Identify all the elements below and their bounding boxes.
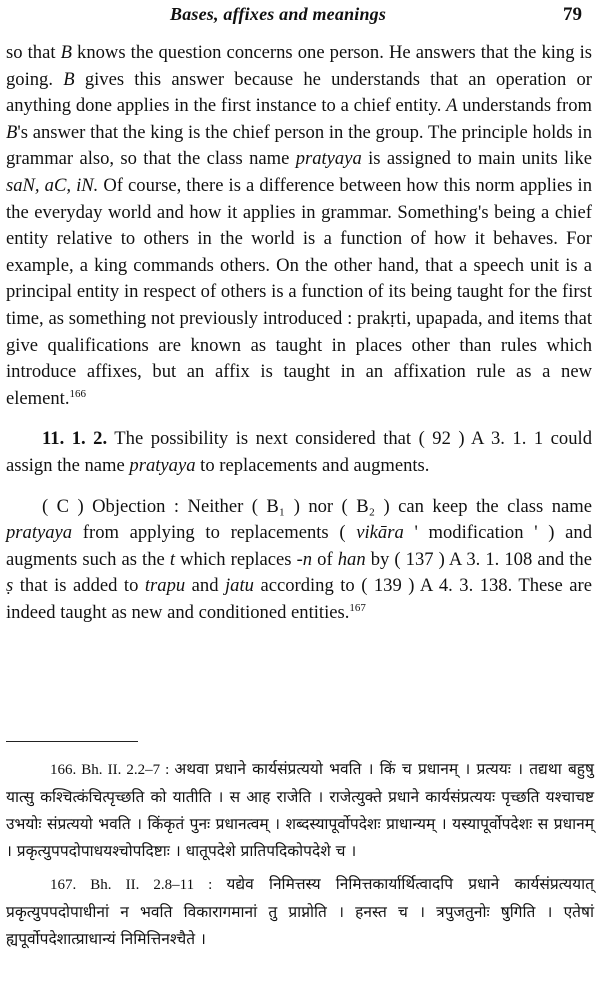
text-run: so that xyxy=(6,42,61,63)
italic-run: B xyxy=(63,68,75,90)
text-run: knows the question concerns one person. He answers that the king is going. xyxy=(6,42,592,90)
paragraph-objection xyxy=(6,494,592,627)
italic-run: vikāra xyxy=(356,522,404,544)
text-run: by ( 137 ) A 3. 1. 108 and the xyxy=(365,548,592,570)
footnote-marker-166[interactable]: 166 xyxy=(69,387,86,400)
italic-run: saN, aC, iN. xyxy=(6,174,99,196)
paragraph-continued xyxy=(6,40,592,412)
footnote-reference: 167. Bh. II. 2.8–11 : xyxy=(50,877,227,893)
main-text xyxy=(6,40,592,626)
footnote-167 xyxy=(6,871,594,953)
footnotes xyxy=(6,756,594,953)
italic-run: -n xyxy=(296,548,313,570)
text-run: 's answer that the king is the chief person in the group. The principle holds in grammar also, so that the class name xyxy=(6,121,592,170)
page-number: 79 xyxy=(563,4,582,25)
italic-run: pratyaya xyxy=(6,522,73,544)
italic-run: B xyxy=(60,42,72,63)
italic-run: han xyxy=(337,548,366,570)
italic-run: pratyaya xyxy=(129,454,196,476)
italic-run: jatu xyxy=(225,575,254,597)
italic-run: trapu xyxy=(144,575,186,597)
text-run: and xyxy=(185,575,226,597)
text-run: ' modification ' ) and augments such as the xyxy=(6,522,592,570)
running-head: Bases, affixes and meanings xyxy=(170,4,387,24)
footnote-reference: 166. Bh. II. 2.2–7 : xyxy=(50,762,175,778)
text-run: understands from xyxy=(457,95,592,117)
text-run: gives this answer because he understands that an operation or anything done applies in the first instance to a chief entity. xyxy=(6,68,592,117)
text-run: The possibility is next considered that ( 92 ) A 3. 1. 1 could assign the name xyxy=(6,428,592,476)
italic-run: B xyxy=(6,121,18,143)
text-run: to replacements and augments. xyxy=(195,454,430,476)
footnote-sanskrit-text: यद्येव निमित्तस्य निमित्तकार्यार्थित्वादपि प्रधाने कार्यसंप्रत्ययात् प्रकृत्युपपदोपाधीनां न भवति विकारागमानां तु प्राप्नोति । हनस्त च । त्रपुजतुनोः षुगिति । एतेषां ह्यपूर्वोपदेशात्प्राधान्यं निमित्तिनश्चैते । xyxy=(6,875,594,948)
text-run: that is added to xyxy=(13,575,145,597)
paragraph-11-1-2 xyxy=(6,426,592,479)
footnote-divider xyxy=(6,741,138,742)
page-header xyxy=(0,2,600,30)
text-run: from applying to replacements ( xyxy=(72,522,357,544)
italic-run: t xyxy=(169,548,176,570)
text-run: Of course, there is a difference between how this norm applies in the everyday world and how it applies in grammar. Something's being a chief entity relative to others in the world is a function of how it behaves. For example, a king commands others. On the other hand, that a speech unit is a principal entity in respect of others is a function of its being taught for the first time, as something not previously introduced : prakṛti, upapada, and items that give qualifications are known as taught in places other than rules which introduce affixes, but an affix is taught in an affixation rule as a new element. xyxy=(6,174,592,409)
italic-run: A xyxy=(446,95,458,117)
section-number: 11. 1. 2. xyxy=(42,428,108,450)
text-run: which replaces xyxy=(175,548,297,570)
text-run: of xyxy=(312,548,338,570)
text-run: ( C ) Objection : Neither ( B₁ ) nor ( B₂ ) can keep the class name xyxy=(42,495,592,517)
footnote-sanskrit-text: अथवा प्रधाने कार्यसंप्रत्ययो भवति । किं च प्रधानम् । प्रत्ययः । तद्यथा बहुषु यात्सु कश्चित्कंचित्पृच्छति को यातीति । स आह राजेति । राजेत्युक्ते प्रधाने कार्यसंप्रत्ययः पृच्छति यश्चाचष्ट उभयोः संप्रत्ययो भवति । किंकृतं पुनः प्रधानत्वम् । शब्दस्यापूर्वोपदेशः प्राधान्यम् । यस्यापूर्वोपदेशः स प्रधानम् । प्रकृत्युपपदोपाधयश्चोपदिष्टाः । धातूपदेशे प्रातिपदिकोपदेशे च । xyxy=(6,760,595,860)
footnote-166 xyxy=(6,756,594,865)
italic-run: ṣ xyxy=(6,575,14,597)
footnote-marker-167[interactable]: 167 xyxy=(349,601,366,614)
italic-run: pratyaya xyxy=(295,148,362,170)
text-run: is assigned to main units like xyxy=(361,148,592,170)
text-run: according to ( 139 ) A 4. 3. 138. These are indeed taught as new and conditioned entities. xyxy=(6,575,592,623)
